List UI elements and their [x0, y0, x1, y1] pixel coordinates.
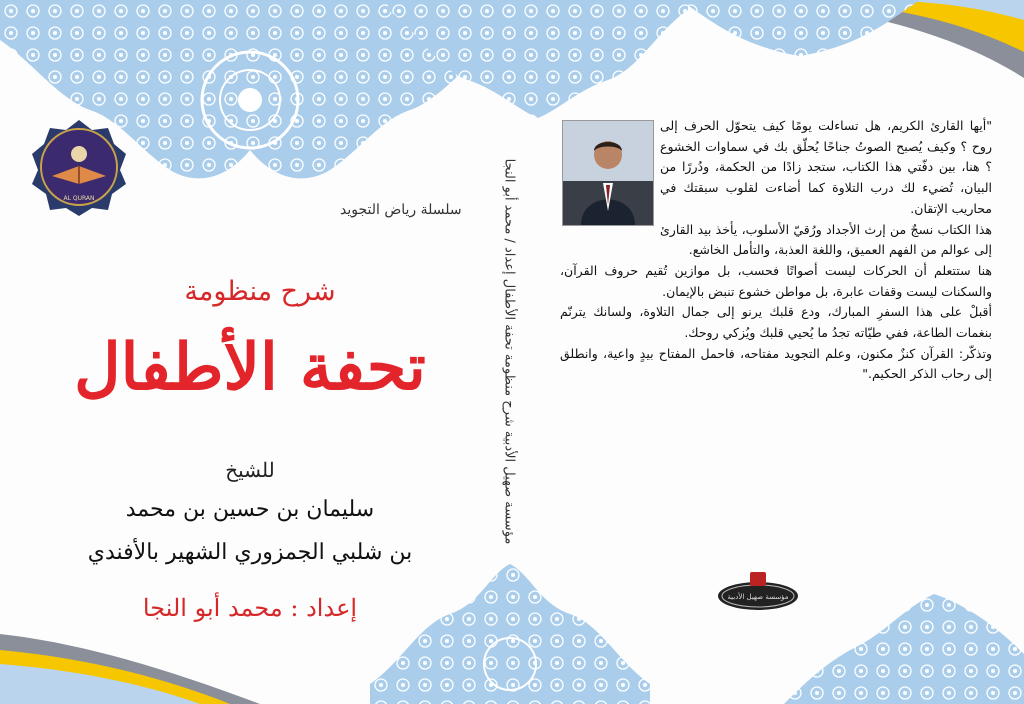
blurb-paragraph: وتذكّر: القرآن كنزٌ مكنون، وعلم التجويد مفتاحه، فاحمل المفتاح بيدٍ واعية، وانطلق إلى رحاب الذكر الحكيم."	[560, 345, 992, 382]
book-subtitle: شرح منظومة	[184, 276, 336, 307]
author-label: للشيخ	[225, 458, 275, 482]
back-cover	[526, 0, 1024, 704]
blurb-paragraph: هذا الكتاب نسجٌ من إرث الأجداد ورُقيّ الأسلوب، يأخذ بيد القارئ إلى عوالم من الفهم العميق، واللغة العذبة، والتأمل الخاشع.	[660, 221, 992, 258]
spine-text: مؤسسة صهيل الأدبية شرح منظومة تحفة الأطفال إعداد / محمد أبو النجا	[501, 158, 517, 545]
blurb-paragraph: "أيها القارئ الكريم، هل تساءلت يومًا كيف يتحوّل الحرف إلى روح ؟ وكيف يُصبح الصوتُ جناحًا يُحلّق بك في سماوات الخشوع ؟ هنا، بين دفّتي هذا الكتاب، ستجد زادًا من الحكمة، ودُررًا من البيان، تُضيء لك درب التلاوة كما أضاءت لقلوب سبقتك في محاريب الإتقان.	[660, 118, 992, 216]
blurb-paragraph: أقبلْ على هذا السفرِ المبارك، ودع قلبك يرنو إلى جمال التلاوة، ولسانك يترنّم بنغمات الطاعة، ففي طيّاته تجدُ ما يُحيي قلبك ويُزكي روحك.	[560, 304, 992, 341]
back-cover-blurb	[560, 116, 992, 385]
blurb-paragraph: هنا ستتعلم أن الحركات ليست أصواتًا فحسب، بل موازين تُقيم حروف القرآن، والسكنات ليست وقفات عابرة، بل مواطن خشوع تنبض بالإيمان.	[560, 262, 992, 299]
logo-text: AL QURAN	[63, 195, 95, 202]
front-cover	[0, 0, 492, 704]
quran-logo-badge	[30, 118, 128, 216]
publisher-logo	[716, 570, 800, 616]
author-name-line-2: بن شلبي الجمزوري الشهير بالأفندي	[87, 540, 413, 565]
series-name: سلسلة رياض التجويد	[340, 202, 462, 218]
publisher-logo-text: مؤسسة صهيل الأدبية	[727, 593, 789, 601]
author-name-line-1: سليمان بن حسين بن محمد	[125, 497, 375, 522]
book-title: تحفة الأطفال	[74, 330, 426, 405]
prepared-by: إعداد : محمد أبو النجا	[142, 594, 358, 622]
book-spine	[492, 120, 526, 600]
